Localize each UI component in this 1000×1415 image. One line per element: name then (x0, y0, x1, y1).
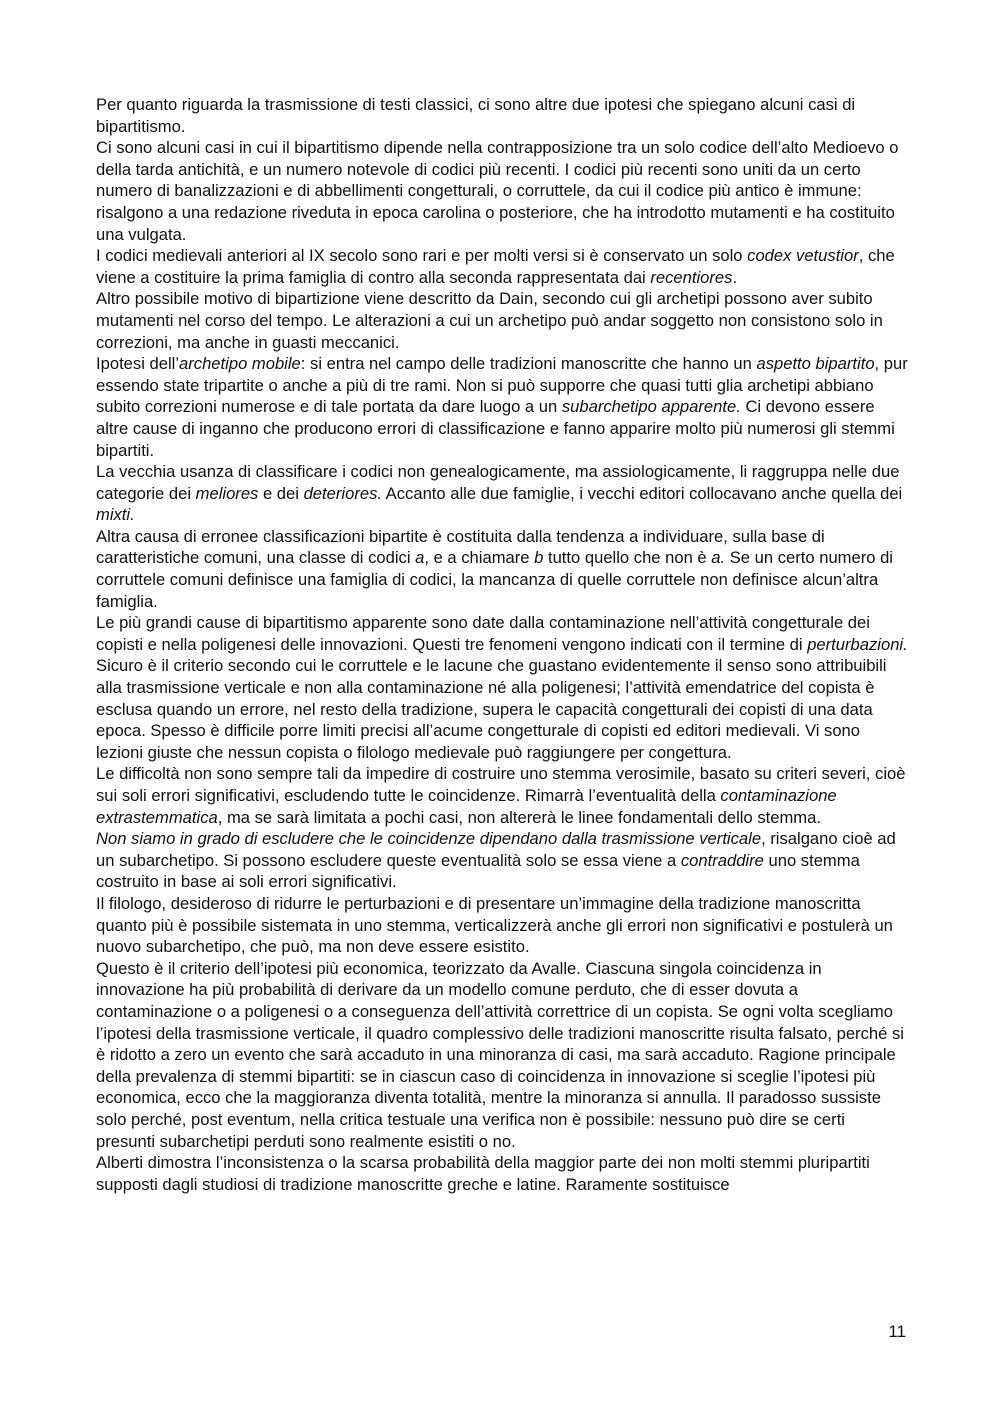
text-run: : si entra nel campo delle tradizioni manoscritte che hanno un (300, 354, 757, 374)
text-run: Il filologo, desideroso di ridurre le perturbazioni e di presentare un’immagine della tradizione manoscritta quanto più è possibile sistemata in uno stemma, verticalizzerà anche gli errori non significativi e postulerà un nuovo subarchetipo, che può, ma non deve essere esistito. (96, 893, 893, 957)
italic-text: mixti. (96, 505, 135, 525)
text-run: Per quanto riguarda la trasmissione di testi classici, ci sono altre due ipotesi che spiegano alcuni casi di bipartitismo. (96, 95, 856, 136)
paragraph (96, 461, 908, 526)
text-run: , risalgano cioè ad un subarchetipo. Si possono escludere queste eventualità solo se essa viene a (96, 829, 896, 870)
paragraph (96, 94, 908, 137)
text-run: tutto quello che non è (543, 548, 712, 568)
paragraph (96, 137, 908, 245)
italic-text: meliores (195, 483, 259, 503)
italic-text: deteriores. (303, 483, 382, 503)
text-run: , che viene a costituire la prima famiglia di contro alla seconda rappresentata dai (96, 246, 895, 287)
italic-text: subarchetipo apparente. (561, 397, 741, 417)
body-text (96, 94, 908, 1195)
text-run: , ma se sarà limitata a pochi casi, non altererà le linee fondamentali dello stemma. (217, 807, 821, 827)
text-run: Le più grandi cause di bipartitismo apparente sono date dalla contaminazione nell’attività congetturale dei copisti e nella poligenesi delle innovazioni. Questi tre fenomeni vengono indicati con il termine di (96, 613, 870, 654)
italic-text: contraddire (680, 850, 764, 870)
paragraph (96, 288, 908, 353)
italic-text: aspetto bipartito (756, 354, 875, 374)
paragraph (96, 526, 908, 612)
text-run: uno stemma costruito in base ai soli errori significativi. (96, 850, 860, 892)
text-run: Ci sono alcuni casi in cui il bipartitismo dipende nella contrapposizione tra un solo codice dell’alto Medioevo o della tarda antichità, e un numero notevole di codici più recenti. I codici più recenti sono uniti da un certo numero di banalizzazioni e di abbellimenti congetturali, o corruttele, da cui il codice più antico è immune: risalgono a una redazione riveduta in epoca carolina o posteriore, che ha introdotto mutamenti e ha costituito una vulgata. (96, 138, 899, 244)
italic-text: archetipo mobile (179, 354, 301, 374)
text-run: , pur essendo state tripartite o anche a più di tre rami. Non si può supporre che quasi tutti glia archetipi abbiano subito correzioni numerose e di tale portata da dare luogo a un (96, 354, 908, 417)
text-run: I codici medievali anteriori al IX secolo sono rari e per molti versi si è conservato un solo (96, 246, 748, 266)
paragraph (96, 655, 908, 763)
paragraph (96, 612, 908, 655)
text-run: Questo è il criterio dell’ipotesi più economica, teorizzato da Avalle. Ciascuna singola coincidenza in innovazione ha più probabilità di derivare da un modello comune perduto, che di esser dovuta a contaminazione o a poligenesi o a conseguenza dell’attività correttrice di un copista. Se ogni volta scegliamo l’ipotesi della trasmissione verticale, il quadro complessivo delle tradizioni manoscritte risulta falsato, perché si è ridotto a zero un evento che sarà accaduto in una minoranza di casi, ma sarà accaduto. Ragione principale della prevalenza di stemmi bipartiti: se in ciascun caso di coincidenza in innovazione si sceglie l’ipotesi più economica, ecco che la maggioranza diventa totalità, mentre la minoranza si annulla. Il paradosso sussiste solo perché, post eventum, nella critica testuale una verifica non è possibile: nessuno può dire se certi presunti subarchetipi perduti sono realmente esistiti o no. (96, 958, 904, 1151)
text-run: Alberti dimostra l’inconsistenza o la scarsa probabilità della maggior parte dei non molti stemmi pluripartiti supposti dagli studiosi di tradizione manoscritte greche e latine. Raramente sostituisce (96, 1153, 870, 1194)
text-run: e dei (258, 483, 304, 503)
text-run: Le difficoltà non sono sempre tali da impedire di costruire uno stemma verosimile, basato su criteri severi, cioè sui soli errori significativi, escludendo tutte le coincidenze. Rimarrà l’eventualità della (96, 764, 906, 805)
italic-text: a. (711, 548, 726, 568)
paragraph (96, 958, 908, 1152)
text-run: , e a chiamare (424, 548, 535, 568)
text-run: Ipotesi dell’ (96, 354, 180, 374)
italic-text: Non siamo in grado di escludere che le coincidenze dipendano dalla trasmissione verticale (96, 829, 762, 849)
italic-text: b (534, 548, 544, 568)
italic-text: a (415, 548, 425, 568)
text-run: Altro possibile motivo di bipartizione viene descritto da Dain, secondo cui gli archetipi possono aver subito mutamenti nel corso del tempo. Le alterazioni a cui un archetipo può andar soggetto non consistono solo in correzioni, ma anche in guasti meccanici. (96, 289, 883, 352)
text-run: . (732, 267, 738, 287)
paragraph (96, 353, 908, 461)
italic-text: perturbazioni. (807, 634, 908, 654)
italic-text: recentiores (650, 267, 733, 287)
text-run: Accanto alle due famiglie, i vecchi editori collocavano anche quella dei (381, 483, 903, 503)
text-run: Sicuro è il criterio secondo cui le corruttele e le lacune che guastano evidentemente il senso sono attribuibili alla trasmissione verticale e non alla contaminazione né alla poligenesi; l’attività emendatrice del copista è esclusa quando un errore, nel resto della tradizione, supera le capacità congetturali dei copisti di una data epoca. Spesso è difficile porre limiti precisi all’acume congetturale di copisti ed editori medievali. Vi sono lezioni giuste che nessun copista o filologo medievale può raggiungere per congettura. (96, 656, 887, 762)
paragraph (96, 1152, 908, 1195)
page-number: 11 (888, 1322, 906, 1341)
paragraph (96, 245, 908, 288)
text-run: La vecchia usanza di classificare i codici non genealogicamente, ma assiologicamente, li raggruppa nelle due categorie dei (96, 462, 900, 503)
text-run: Ci devono essere altre cause di inganno che producono errori di classificazione e fanno apparire molto più numerosi gli stemmi bipartiti. (96, 397, 895, 460)
text-run: Se un certo numero di corruttele comuni definisce una famiglia di codici, la mancanza di quelle corruttele non definisce alcun’altra famiglia. (96, 548, 893, 611)
paragraph (96, 763, 908, 828)
text-run: Altra causa di erronee classificazioni bipartite è costituita dalla tendenza a individuare, sulla base di caratteristiche comuni, una classe di codici (96, 526, 825, 568)
italic-text: contaminazione extrastemmatica (96, 786, 837, 827)
italic-text: codex vetustior (747, 246, 859, 266)
paragraph (96, 893, 908, 958)
paragraph (96, 828, 908, 893)
